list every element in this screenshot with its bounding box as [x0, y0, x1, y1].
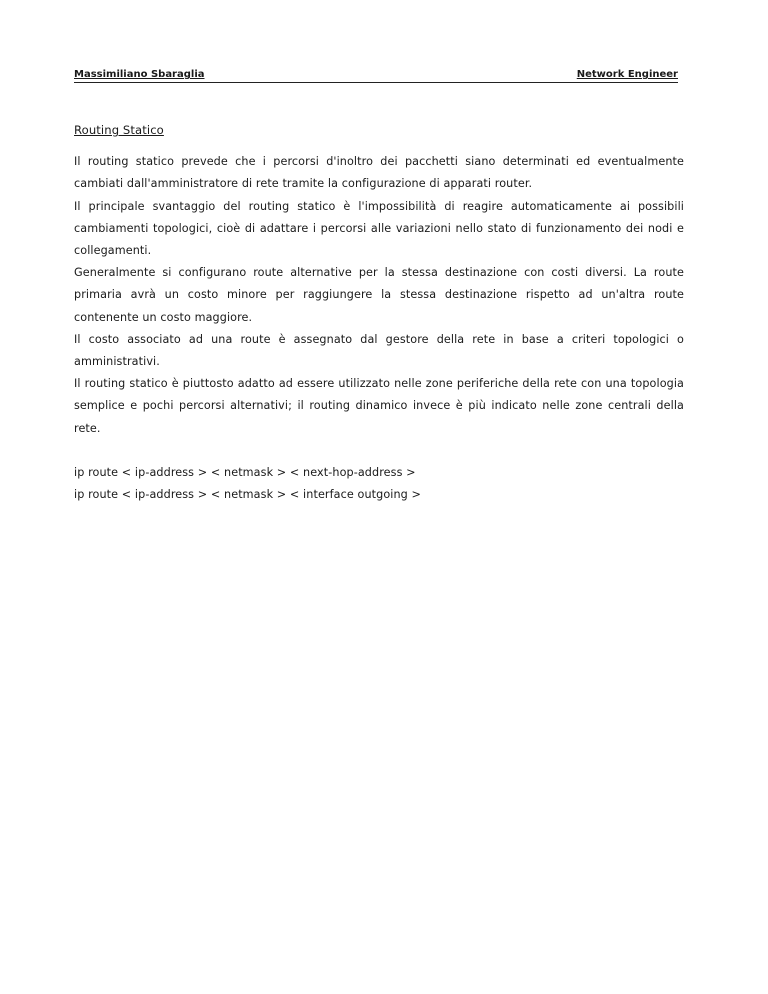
page-header [74, 68, 678, 83]
paragraphs [74, 151, 684, 440]
author-name: Massimiliano Sbaraglia [74, 69, 205, 80]
command-line: ip route < ip-address > < netmask > < next-hop-address > [74, 465, 416, 479]
command-list [74, 462, 684, 506]
paragraph: Il routing statico è piuttosto adatto ad essere utilizzato nelle zone periferiche della rete con una topologia semplice e pochi percorsi alternativi; il routing dinamico invece è più indicato nelle zone centrali della rete. [74, 377, 684, 435]
section-title: Routing Statico [74, 123, 164, 137]
paragraph: Il principale svantaggio del routing statico è l'impossibilità di reagire automaticamente ai possibili cambiamenti topologici, cioè di adattare i percorsi alle variazioni nello stato di funzionamento dei nodi e collegamenti. [74, 199, 684, 258]
paragraph: Il routing statico prevede che i percorsi d'inoltro dei pacchetti siano determinati ed eventualmente cambiati dall'amministratore di rete tramite la configurazione di apparati router. [74, 155, 684, 191]
document-body [74, 119, 684, 506]
paragraph: Generalmente si configurano route alternative per la stessa destinazione con costi diversi. La route primaria avrà un costo minore per raggiungere la stessa destinazione rispetto ad un'altra route contenente un costo maggiore. [74, 266, 684, 324]
author-role: Network Engineer [576, 69, 678, 80]
paragraph: Il costo associato ad una route è assegnato dal gestore della rete in base a criteri topologici o amministrativi. [74, 332, 684, 369]
command-line: ip route < ip-address > < netmask > < interface outgoing > [74, 488, 422, 502]
